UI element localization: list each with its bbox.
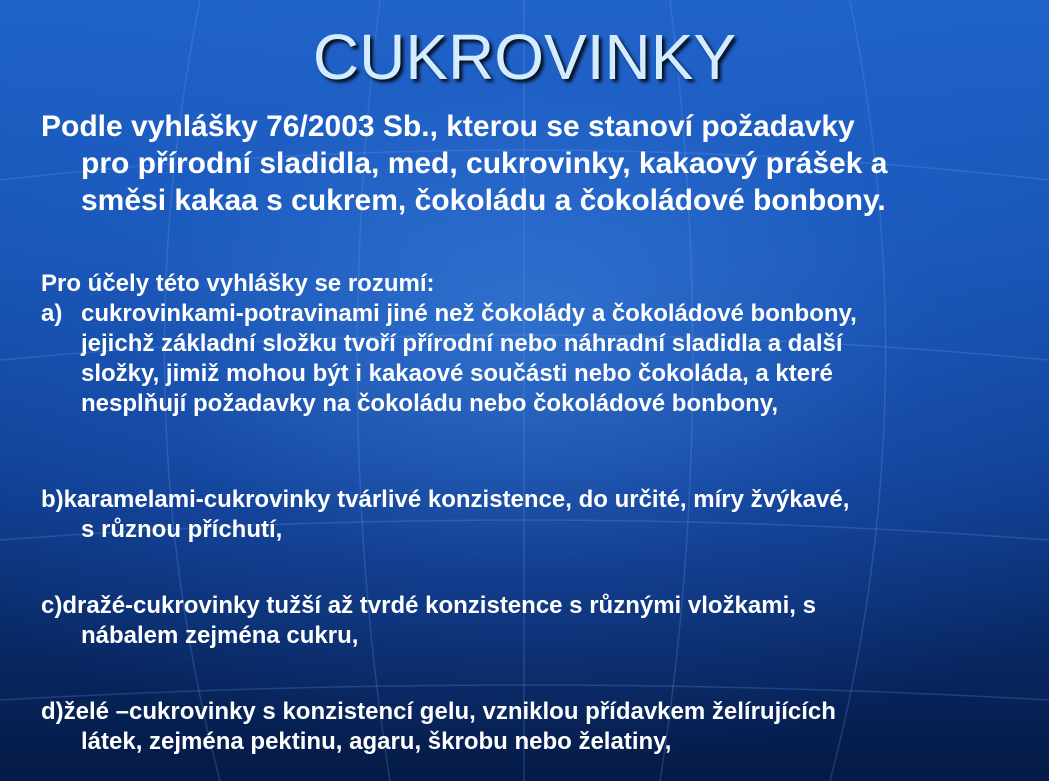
item-d-line: d)želé –cukrovinky s konzistencí gelu, vzniklou přídavkem želírujících xyxy=(41,698,836,725)
intro-line: pro přírodní sladidla, med, cukrovinky, kakaový prášek a xyxy=(81,147,888,180)
slide-title: CUKROVINKY xyxy=(312,21,737,93)
intro-paragraph xyxy=(41,108,1041,219)
definition-item-b xyxy=(41,485,1046,545)
item-a-line: jejichž základní složku tvoří přírodní nebo náhradní sladidla a další xyxy=(81,330,843,357)
definitions-heading: Pro účely této vyhlášky se rozumí: xyxy=(41,270,435,297)
intro-line: směsi kakaa s cukrem, čokoládu a čokoládové bonbony. xyxy=(81,184,886,217)
item-marker: a) xyxy=(41,300,63,327)
item-c-line: c)dražé-cukrovinky tužší až tvrdé konzistence s různými vložkami, s xyxy=(41,592,816,619)
item-a-line: cukrovinkami-potravinami jiné než čokolády a čokoládové bonbony, xyxy=(81,300,857,327)
definition-item-c xyxy=(41,591,1046,651)
item-b-line: s různou příchutí, xyxy=(81,516,283,543)
item-c-line: nábalem zejména cukru, xyxy=(81,622,359,649)
definition-item-a xyxy=(41,299,1046,419)
item-a-line: složky, jimiž mohou být i kakaové součásti nebo čokoláda, a které xyxy=(81,360,833,387)
item-d-line: látek, zejména pektinu, agaru, škrobu nebo želatiny, xyxy=(81,728,672,755)
intro-line: Podle vyhlášky 76/2003 Sb., kterou se stanoví požadavky xyxy=(41,110,855,143)
item-b-line: b)karamelami-cukrovinky tvárlivé konzistence, do určité, míry žvýkavé, xyxy=(41,486,850,513)
definitions-block xyxy=(41,269,1046,419)
definition-item-d xyxy=(41,697,1046,757)
item-a-line: nesplňují požadavky na čokoládu nebo čokoládové bonbony, xyxy=(81,390,778,417)
